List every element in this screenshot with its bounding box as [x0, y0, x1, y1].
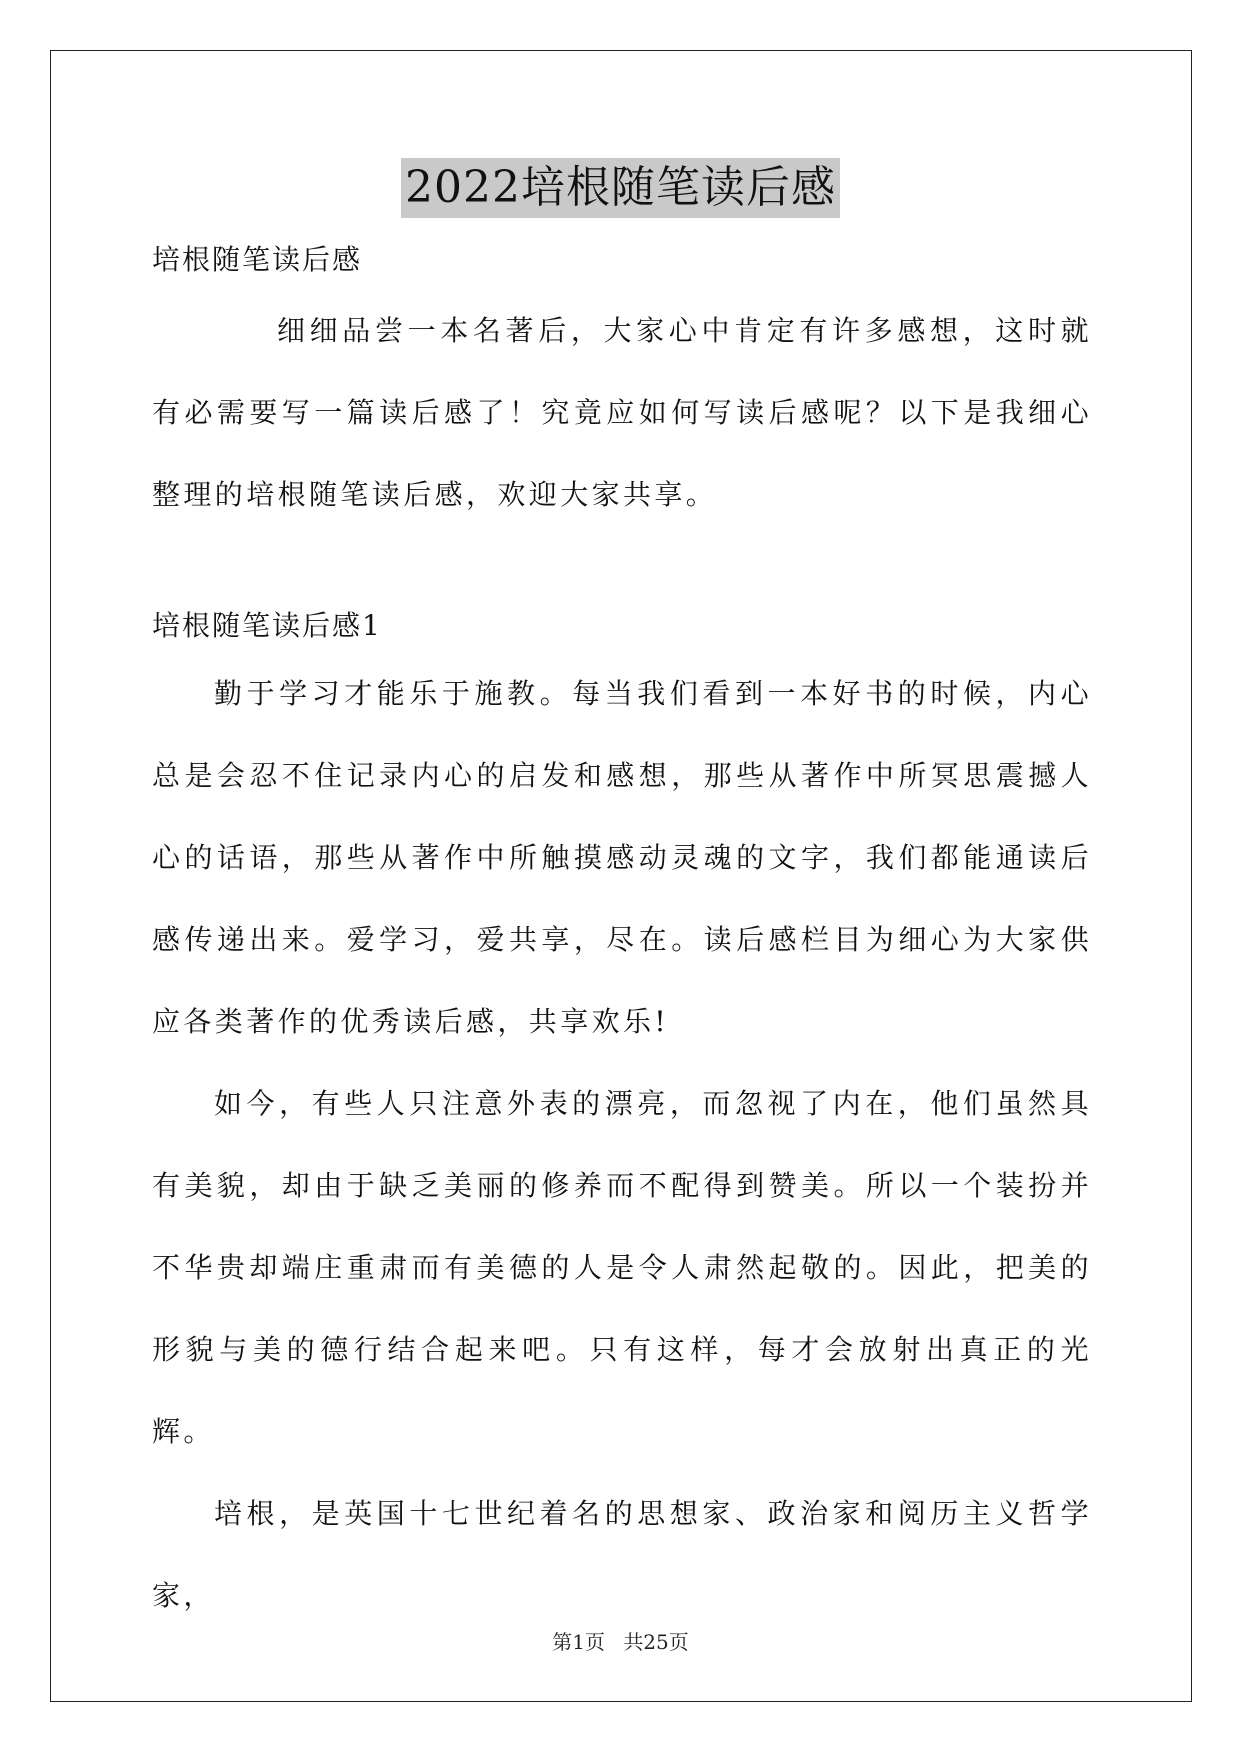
page-footer [0, 1626, 1241, 1655]
body-paragraph-3: 培根，是英国十七世纪着名的思想家、政治家和阅历主义哲学家， [152, 1497, 1092, 1612]
body-paragraph-1: 勤于学习才能乐于施教。每当我们看到一本好书的时候，内心总是会忍不住记录内心的启发和感想，那些从著作中所冥思震撼人心的话语，那些从著作中所触摸感动灵魂的文字，我们都能通读后感传递出来。爱学习，爱共享，尽在。读后感栏目为细心为大家供应各类著作的优秀读后感，共享欢乐! [152, 677, 1092, 1038]
body-paragraph-2: 如今，有些人只注意外表的漂亮，而忽视了内在，他们虽然具有美貌，却由于缺乏美丽的修养而不配得到赞美。所以一个装扮并不华贵却端庄重肃而有美德的人是令人肃然起敬的。因此，把美的形貌与美的德行结合起来吧。只有这样，每才会放射出真正的光辉。 [152, 1087, 1092, 1448]
document-title: 2022培根随笔读后感 [401, 158, 840, 218]
page-total: 共25页 [623, 1630, 689, 1654]
section-body [152, 653, 1092, 1637]
document-subtitle: 培根随笔读后感 [152, 243, 363, 276]
section-heading: 培根随笔读后感1 [152, 609, 382, 642]
intro-paragraph: 细细品尝一本名著后，大家心中肯定有许多感想，这时就有必需要写一篇读后感了！究竟应如何写读后感呢？以下是我细心整理的培根随笔读后感，欢迎大家共享。 [152, 314, 1092, 511]
page-number: 第1页 [552, 1630, 605, 1654]
intro-block [152, 290, 1092, 536]
title-container [0, 158, 1241, 218]
